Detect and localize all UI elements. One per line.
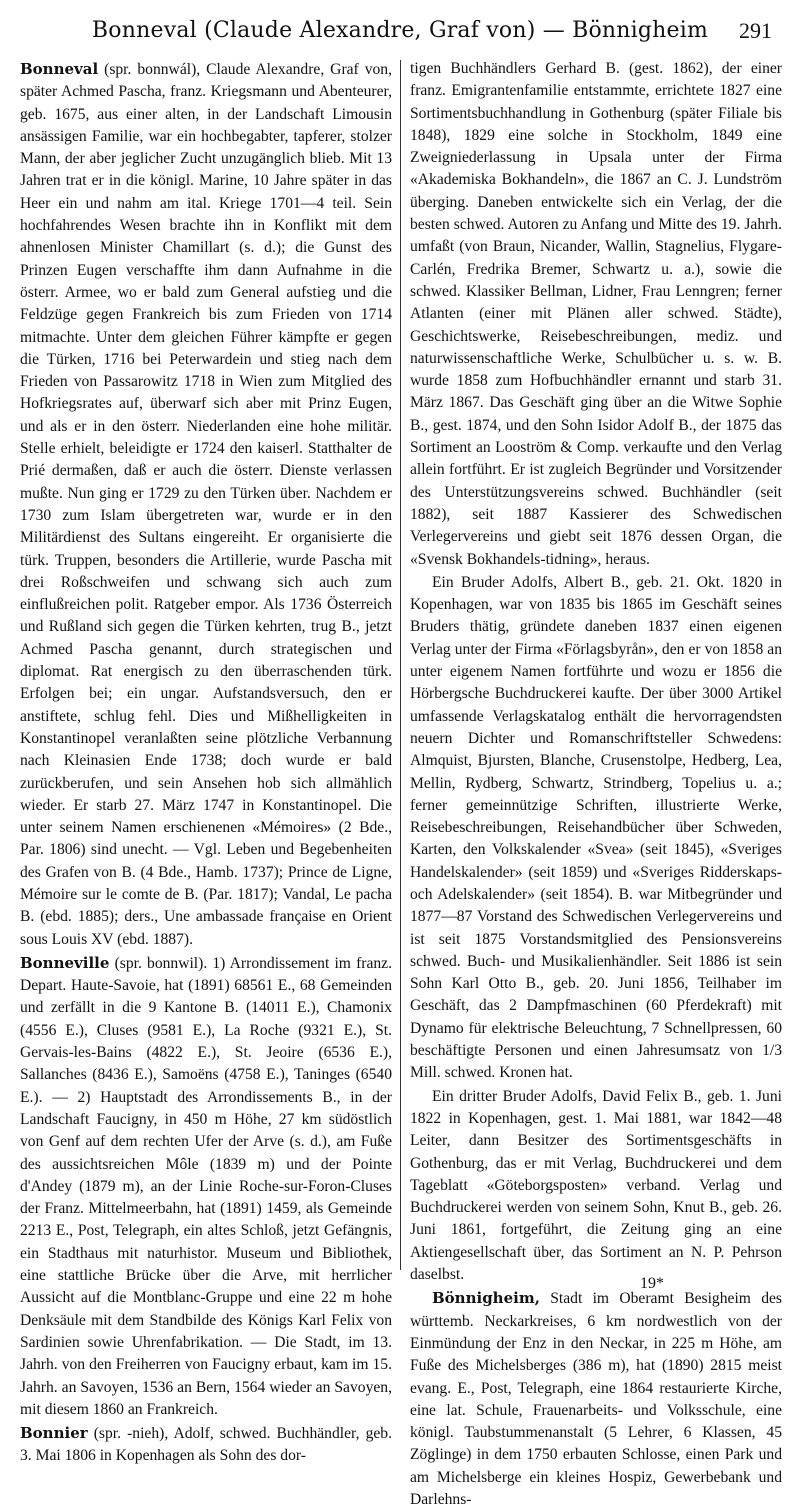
page-title: Bonneval (Claude Alexandre, Graf von) — Bönnigheim (91, 18, 709, 43)
printer-signature: 19* (640, 1275, 664, 1292)
entry-text: Ein Bruder Adolfs, Albert B., geb. 21. Okt. 1820 in Kopenhagen, war von 1835 bis 1865 im Geschäft seines Bruders thätig, gründete daneben 1837 einen eigenen Verlag unter der Firma «Förlagsbyrån», den er von 1858 an unter eigenem Namen fortführte und wozu er 1856 die Hörbergsche Buchdruckerei kaufte. Der über 3000 Artikel umfassende Verlagskatalog enthält die hervorragendsten neuern Dichter und Romanschriftsteller Schwedens: Almquist, Bjursten, Blanche, Crusenstolpe, Hedberg, Lea, Mellin, Rydberg, Schwartz, Strindberg, Topelius u. a.; ferner gemeinnützige Schriften, illustrierte Werke, Reisebeschreibungen, Reisehandbücher über Schweden, Karten, den Volkskalender «Svea» (seit 1845), «Sveriges Handelskalender» (seit 1859) und «Sveriges Ridderskaps- och Adelskalender» (seit 1854). B. war Mitbegründer und 1877—87 Vorstand des Schwedischen Verlegervereins und ist seit 1875 Vorstandsmitglied des Pensionsvereins schwed. Buch- und Musikalienhändler. Seit 1886 ist sein Sohn Karl Otto B., geb. 20. Juni 1856, Teilhaber im Geschäft, das 2 Dampfmaschinen (60 Pferdekraft) mit Dynamo für elektrische Beleuchtung, 7 Schnellpressen, 60 beschäftigte Personen und einen Jahresumsatz von 1/3 Mill. schwed. Kronen hat. (410, 573, 782, 1082)
entry-bonnier (20, 1422, 392, 1468)
entry-text: (spr. bonnwil). 1) Arrondissement im franz. Depart. Haute-Savoie, hat (1891) 68561 E., 68 Gemeinden und zerfällt in die 9 Kantone B. (14011 E.), Chamonix (4556 E.), Cluses (9581 E.), La Roche (9321 E.), St. Gervais-les-Bains (4822 E.), St. Jeoire (6536 E.), Sallanches (8436 E.), Samoëns (4758 E.), Taninges (6540 E.). — 2) Hauptstadt des Arrondissements B., in der Landschaft Faucigny, in 450 m Höhe, 27 km südöstlich von Genf auf dem rechten Ufer der Arve (s. d.), am Fuße des aussichtsreichen Môle (1839 m) und der Pointe d'Andey (1879 m), an der Linie Roche-sur-Foron-Cluses der Franz. Mittelmeerbahn, hat (1891) 1459, als Gemeinde 2213 E., Post, Telegraph, ein altes Schloß, jetzt Gefängnis, ein Stadthaus mit naturhistor. Museum und Bibliothek, eine stattliche Brücke über die Arve, mit herrlicher Aussicht auf die Montblanc-Gruppe und eine 22 m hohe Denksäule mit dem Standbilde des Königs Karl Felix von Sardinien sowie Uhrenfabrikation. — Die Stadt, im 13. Jahrh. von den Freiherren von Faucigny erbaut, kam im 15. Jahrh. an Savoyen, 1536 an Bern, 1564 wieder an Savoyen, mit diesem 1860 an Frankreich. (20, 954, 392, 1418)
entry-text: Stadt im Oberamt Besigheim des württemb. Neckarkreises, 6 km nordwestlich von der Einmündung der Enz in den Neckar, in 225 m Höhe, am Fuße des Michelsberges (386 m), hat (1890) 2815 meist evang. E., Post, Telegraph, eine 1864 restaurierte Kirche, eine lat. Schule, Frauenarbeits- und Volksschule, eine königl. Taubstummenanstalt (5 Lehrer, 6 Klassen, 45 Zöglinge) in dem 1750 erbauten Schlosse, einen Park und am Michelsberge ein kleines Hospiz, Gewerbebank und Darlehns- (410, 1290, 782, 1508)
entry-bonnier-continued (410, 58, 782, 571)
entry-albert-bonnier (410, 572, 782, 1085)
entry-boennigheim (410, 1287, 782, 1511)
entry-headword: Bonneville (20, 953, 110, 972)
entry-headword: Bonneval (20, 60, 99, 78)
entry-text: (spr. bonnwál), Claude Alexandre, Graf von, später Achmed Pascha, franz. Kriegsmann und Abenteurer, geb. 1675, aus einer alten, in der Landschaft Limousin ansässigen Familie, war ein hochbegabter, tapferer, stolzer Mann, der aber jeglicher Zucht unzugänglich blieb. Mit 13 Jahren trat er in die königl. Marine, 10 Jahre später in das Heer ein und nahm am ital. Kriege 1701—4 teil. Sein hochfahrendes Wesen brachte ihn in Konflikt mit dem ahnenlosen Minister Chamillart (s. d.); die Gunst des Prinzen Eugen verschaffte ihm dann Aufnahme in die österr. Armee, wo er bald zum General aufstieg und die Feldzüge gegen Frankreich bis zum Frieden von 1714 mitmachte. Unter dem gleichen Führer kämpfte er gegen die Türken, 1716 bei Peterwardein und stieg nach dem Frieden von Passarowitz 1718 in Wien zum Mitglied des Hofkriegsrates auf, überwarf sich aber mit Prinz Eugen, und als er in den österr. Niederlanden eine hohe militär. Stelle erhielt, beleidigte er 1724 den kaiserl. Statthalter de Prié dermaßen, daß er auch die österr. Dienste verlassen mußte. Nun ging er 1729 zu den Türken über. Nachdem er 1730 zum Islam übergetreten war, wurde er in den Militärdienst des Sultans eingereiht. Er organisierte die türk. Truppen, besonders die Artillerie, wurde Pascha mit drei Roßschweifen und schwang sich auch zum einflußreichen polit. Ratgeber empor. Als 1736 Österreich und Rußland sich gegen die Türken kehrten, trug B., jetzt Achmed Pascha genannt, durch strategischen und diplomat. Rat energisch zu den überraschenden türk. Erfolgen bei; ein ungar. Aufstandsversuch, den er anstiftete, schlug fehl. Dies und Mißhelligkeiten in Konstantinopel veranlaßten seine plötzliche Verbannung nach Kleinasien Ende 1738; doch wurde er bald zurückberufen, und sein Ansehen hob sich allmählich wieder. Er starb 27. März 1747 in Konstantinopel. Die unter seinem Namen erschienenen «Mémoires» (2 Bde., Par. 1806) sind unecht. — Vgl. Leben und Begebenheiten des Grafen von B. (4 Bde., Hamb. 1737); Prince de Ligne, Mémoire sur le comte de B. (Par. 1817); Vandal, Le pacha B. (ebd. 1885); ders., Une ambassade française en Orient sous Louis XV (ebd. 1887). (20, 61, 392, 948)
page-number: 291 (739, 18, 772, 43)
entry-bonneville (20, 952, 392, 1421)
left-column (20, 58, 392, 1468)
entry-bonneval (20, 58, 392, 951)
entry-david-felix-bonnier (410, 1086, 782, 1287)
entry-text: (spr. -nieh), Adolf, schwed. Buchhändler, geb. 3. Mai 1806 in Kopenhagen als Sohn des dor- (20, 1425, 392, 1465)
entry-text: tigen Buchhändlers Gerhard B. (gest. 1862), der einer franz. Emigrantenfamilie entstammte, errichtete 1827 eine Sortimentsbuchhandlung in Gothenburg (später Filiale bis 1848), 1829 eine solche in Stockholm, 1849 eine Zweigniederlassung in Upsala unter der Firma «Akademiska Bokhandeln», die 1867 an C. J. Lundström überging. Daneben entwickelte sich ein Verlag, der die besten schwed. Autoren zu Anfang und Mitte des 19. Jahrh. umfaßt (von Braun, Nicander, Wallin, Stagnelius, Flygare-Carlén, Fredrika Bremer, Schwartz u. a.), sowie die schwed. Klassiker Bellman, Lidner, Frau Lenngren; ferner Atlanten (einer mit Plänen aller schwed. Städte), Geschichtswerke, Reisebeschreibungen, mediz. und naturwissenschaftliche Werke, Schulbücher u. s. w. B. wurde 1858 zum Hofbuchhändler ernannt und starb 31. März 1867. Das Geschäft ging über an die Witwe Sophie B., gest. 1874, und den Sohn Isidor Adolf B., der 1875 das Sortiment an Looström & Comp. verkaufte und den Verlag allein fortführt. Er ist zugleich Begründer und Vorsitzender des Unterstützungsvereins schwed. Buchhändler (seit 1882), seit 1887 Kassierer des Schwedischen Verlegervereins und giebt seit 1876 dessen Organ, die «Svensk Bokhandels-tidning», heraus. (410, 60, 782, 568)
entry-headword: Bonnier (20, 1424, 88, 1443)
entry-text: Ein dritter Bruder Adolfs, David Felix B., geb. 1. Juni 1822 in Kopenhagen, gest. 1. Mai 1881, war 1842—48 Leiter, dann Besitzer des Sortimentsgeschäfts in Gothenburg, das er mit Verlag, Buchdruckerei und dem Tageblatt «Göteborgsposten» verband. Verlag und Buchdruckerei werden von seinem Sohn, Knut B., geb. 26. Juni 1861, fortgeführt, die Zeitung ging an eine Aktiengesellschaft über, das Sortiment an N. P. Pehrson daselbst. (410, 1087, 782, 1284)
running-head (0, 10, 800, 50)
column-divider (400, 60, 401, 1270)
entry-headword: Bönnigheim, (432, 1289, 540, 1308)
right-column (410, 58, 782, 1511)
